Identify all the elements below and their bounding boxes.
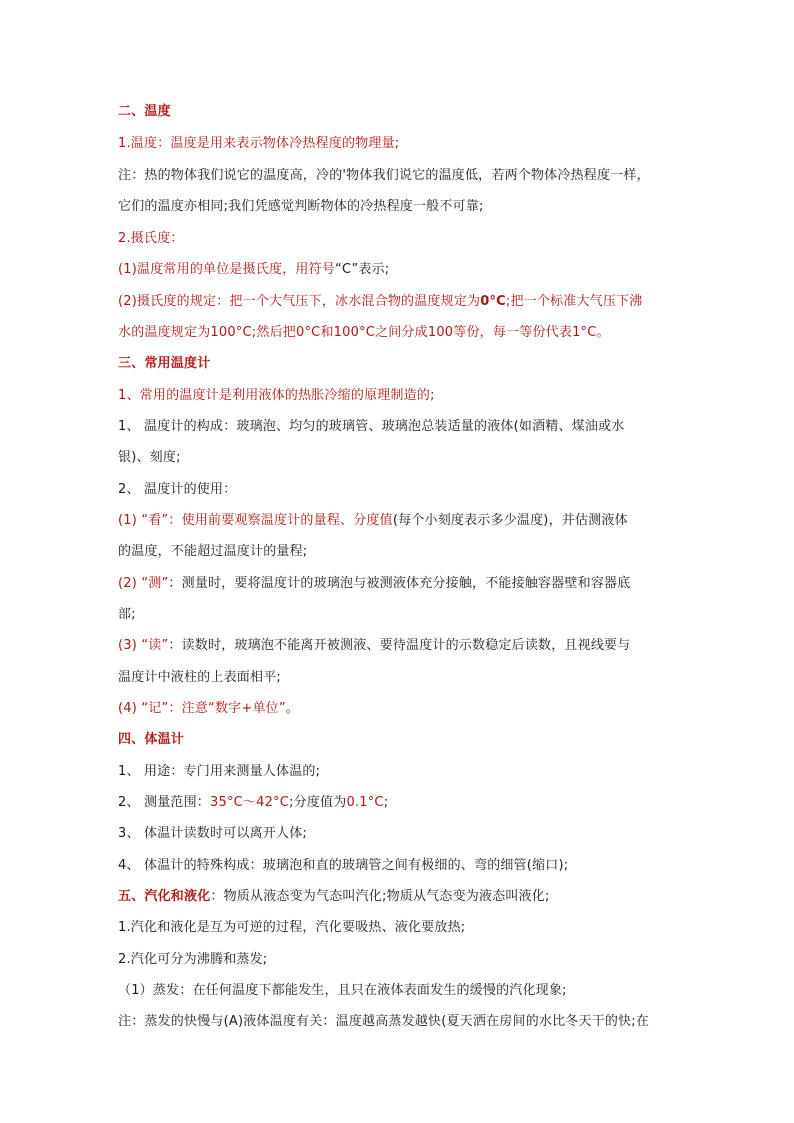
text-run: 。 bbox=[285, 701, 299, 716]
text-run: 和 bbox=[320, 325, 334, 340]
paragraph: 3、 体温计读数时可以离开人体; bbox=[118, 826, 307, 841]
text-run: 1°C bbox=[572, 325, 597, 340]
paragraph bbox=[118, 325, 610, 341]
text-run: 2、 测量范围： bbox=[118, 795, 211, 810]
text-run: 等份，每一等份代表 bbox=[453, 325, 573, 340]
paragraph bbox=[118, 294, 643, 310]
paragraph: 2、 温度计的使用： bbox=[118, 482, 237, 497]
text-run: (1)温度常用的单位是摄氏度，用符号 bbox=[118, 262, 336, 277]
paragraph bbox=[118, 889, 550, 905]
paragraph: 部; bbox=[118, 607, 136, 622]
paragraph: 1.温度：温度是用来表示物体冷热程度的物理量; bbox=[118, 136, 400, 151]
paragraph: 1、常用的温度计是利用液体的热胀冷缩的原理制造的; bbox=[118, 388, 435, 403]
text-run: 0°C bbox=[295, 325, 321, 340]
text-run: (4) “记”：注意“数字+单位” bbox=[118, 701, 286, 716]
text-run: ; bbox=[383, 795, 389, 810]
text-run: “C”表示; bbox=[335, 262, 390, 277]
paragraph bbox=[118, 638, 630, 654]
text-run: 。 bbox=[596, 325, 610, 340]
text-run: (1) “看”：使用前要观察温度计的量程、分度值 bbox=[118, 513, 393, 528]
text-run: ：测量时，要将温度计的玻璃泡与被测液体充分接触，不能接触容器壁和容器底 bbox=[168, 576, 631, 591]
paragraph: 1.汽化和液化是互为可逆的过程，汽化要吸热、液化要放热; bbox=[118, 920, 466, 935]
text-run: 100 bbox=[427, 325, 454, 340]
text-run: 之间分成 bbox=[375, 325, 428, 340]
paragraph: 2.摄氏度： bbox=[118, 231, 184, 246]
text-run: (3) “读” bbox=[118, 638, 169, 653]
text-run: (2) “测” bbox=[118, 576, 169, 591]
text-run: 0°C bbox=[480, 294, 506, 309]
paragraph: 1、 温度计的构成：玻璃泡、均匀的玻璃管、玻璃泡总装适量的液体(如酒精、煤油或水 bbox=[118, 419, 625, 434]
text-run: ;把一个标准大气压下沸 bbox=[505, 294, 643, 309]
paragraph: 4、 体温计的特殊构成：玻璃泡和直的玻璃管之间有极细的、弯的细管(缩口); bbox=[118, 858, 569, 873]
paragraph bbox=[118, 701, 299, 717]
paragraph: 注：蒸发的快慢与(A)液体温度有关：温度越高蒸发越快(夏天洒在房间的水比冬天干的快;在 bbox=[118, 1014, 650, 1029]
text-run: 0.1°C bbox=[346, 795, 384, 810]
paragraph bbox=[118, 513, 628, 529]
paragraph: 1、 用途：专门用来测量人体温的; bbox=[118, 764, 321, 779]
paragraph bbox=[118, 795, 388, 811]
paragraph bbox=[118, 576, 630, 592]
text-run: 100°C bbox=[333, 325, 376, 340]
text-run: (2)摄氏度的规定：把一个大气压下，冰水混合物的温度规定为 bbox=[118, 294, 481, 309]
section-heading-temperature: 二、温度 bbox=[118, 104, 171, 119]
text-run: (每个小刻度表示多少温度)，并估测液体 bbox=[392, 513, 628, 528]
paragraph bbox=[118, 262, 389, 278]
text-run: 35°C～42°C bbox=[210, 795, 290, 810]
section-heading-vaporization: 五、汽化和液化 bbox=[118, 889, 211, 904]
paragraph: 银)、刻度; bbox=[118, 450, 181, 465]
paragraph: （1）蒸发：在任何温度下都能发生，且只在液体表面发生的缓慢的汽化现象; bbox=[118, 983, 567, 998]
paragraph: 2.汽化可分为沸腾和蒸发; bbox=[118, 952, 268, 967]
paragraph: 它们的温度亦相同;我们凭感觉判断物体的冷热程度一般不可靠; bbox=[118, 199, 484, 214]
text-run: ;然后把 bbox=[251, 325, 296, 340]
text-run: ：物质从液态变为气态叫汽化;物质从气态变为液态叫液化; bbox=[210, 889, 550, 904]
text-run: 100°C bbox=[210, 325, 252, 340]
paragraph: 的温度，不能超过温度计的量程; bbox=[118, 544, 308, 559]
section-heading-thermometer: 三、常用温度计 bbox=[118, 356, 211, 371]
paragraph: 温度计中液柱的上表面相平; bbox=[118, 670, 281, 685]
section-heading-clinical-thermometer: 四、体温计 bbox=[118, 732, 185, 747]
text-run: 水的温度规定为 bbox=[118, 325, 211, 340]
text-run: ;分度值为 bbox=[289, 795, 347, 810]
paragraph: 注：热的物体我们说它的温度高，冷的'物体我们说它的温度低，若两个物体冷热程度一样， bbox=[118, 168, 650, 183]
text-run: ：读数时，玻璃泡不能离开被测液、要待温度计的示数稳定后读数，且视线要与 bbox=[168, 638, 631, 653]
